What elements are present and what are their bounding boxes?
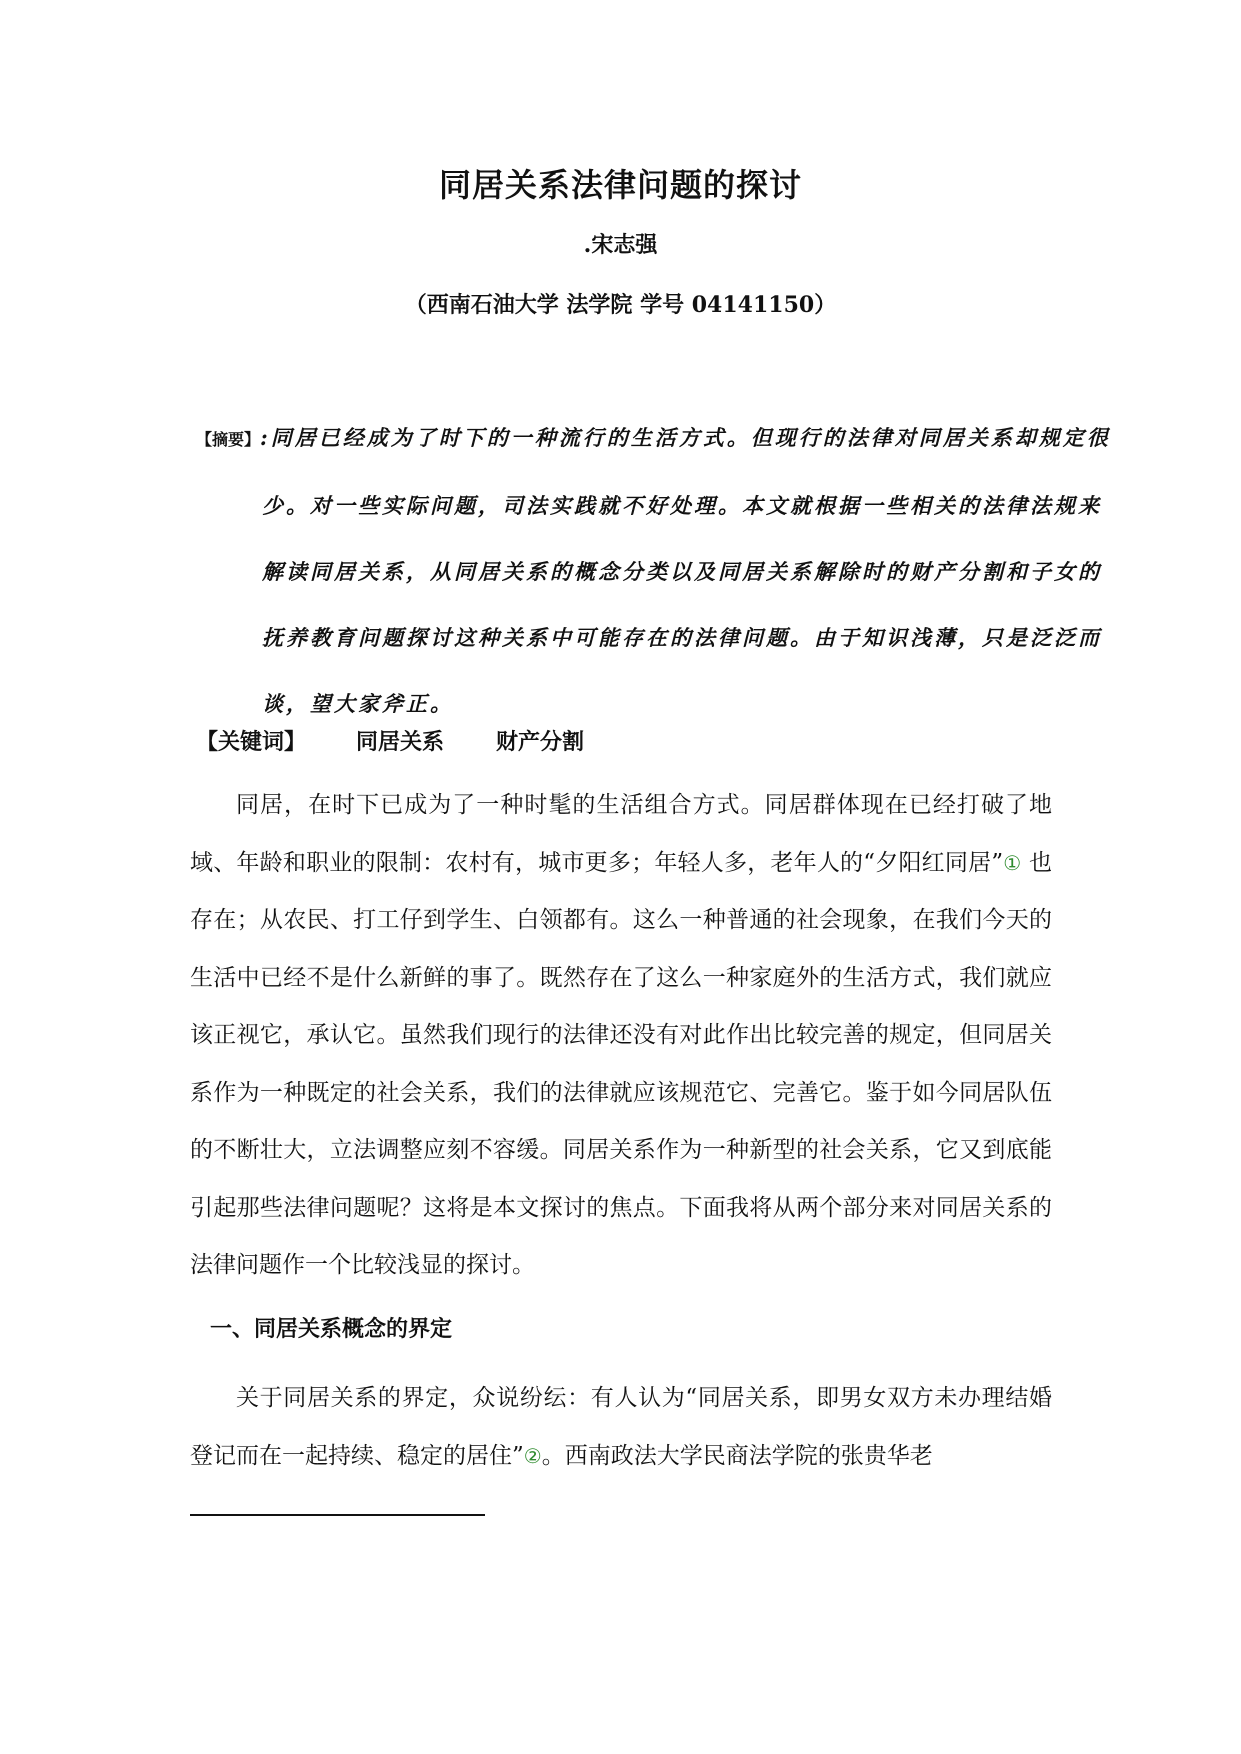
abstract-block [196,405,1122,737]
keyword-item: 财产分割 [496,729,585,755]
abstract-text: :同居已经成为了时下的一种流行的生活方式。但现行的法律对同居关系却规定很少。对一些实际问题，司法实践就不好处理。本文就根据一些相关的法律法规来解读同居关系，从同居关系的概念分类以及同居关系解除时的财产分割和子女的抚养教育问题探讨这种关系中可能存在的法律问题。由于知识浅薄，只是泛泛而谈，望大家斧正。 [260,425,1111,716]
paragraph-text: 。西南政法大学民商法学院的张贵华老 [541,1442,933,1469]
keyword-item: 同居关系 [356,729,445,755]
author-affiliation: （西南石油大学 法学院 学号 04141150） [404,292,837,318]
abstract-label: 【摘要】 [196,430,261,449]
paragraph-text: 也存在；从农民、打工仔到学生、白领都有。这么一种普通的社会现象，在我们今天的生活中已经不是什么新鲜的事了。既然存在了这么一种家庭外的生活方式，我们就应该正视它，承认它。虽然我们现行的法律还没有对此作出比较完善的规定，但同居关系作为一种既定的社会关系，我们的法律就应该规范它、完善它。鉴于如今同居队伍的不断壮大，立法调整应刻不容缓。同居关系作为一种新型的社会关系，它又到底能引起那些法律问题呢？这将是本文探讨的焦点。下面我将从两个部分来对同居关系的法律问题作一个比较浅显的探讨。 [190,849,1052,1278]
document-title: 同居关系法律问题的探讨 [438,166,802,204]
body-paragraph-intro [190,777,1052,1295]
keywords-line [196,725,636,756]
footnote-ref-1[interactable]: ① [1003,850,1022,875]
paragraph-text: 关于同居关系的界定，众说纷纭：有人认为“同居关系，即男女双方未办理结婚登记而在一起持续、稳定的居住” [190,1385,1052,1469]
body-paragraph-definition [190,1370,1052,1485]
paragraph-text: 同居，在时下已成为了一种时髦的生活组合方式。同居群体现在已经打破了地域、年龄和职业的限制：农村有，城市更多；年轻人多，老年人的“夕阳红同居” [190,792,1052,876]
author-name: .宋志强 [583,232,658,258]
keywords-label: 【关键词】 [196,729,307,755]
footnote-separator [190,1514,485,1516]
footnote-ref-2[interactable]: ② [523,1443,542,1468]
section-heading-1: 一、同居关系概念的界定 [210,1316,453,1342]
